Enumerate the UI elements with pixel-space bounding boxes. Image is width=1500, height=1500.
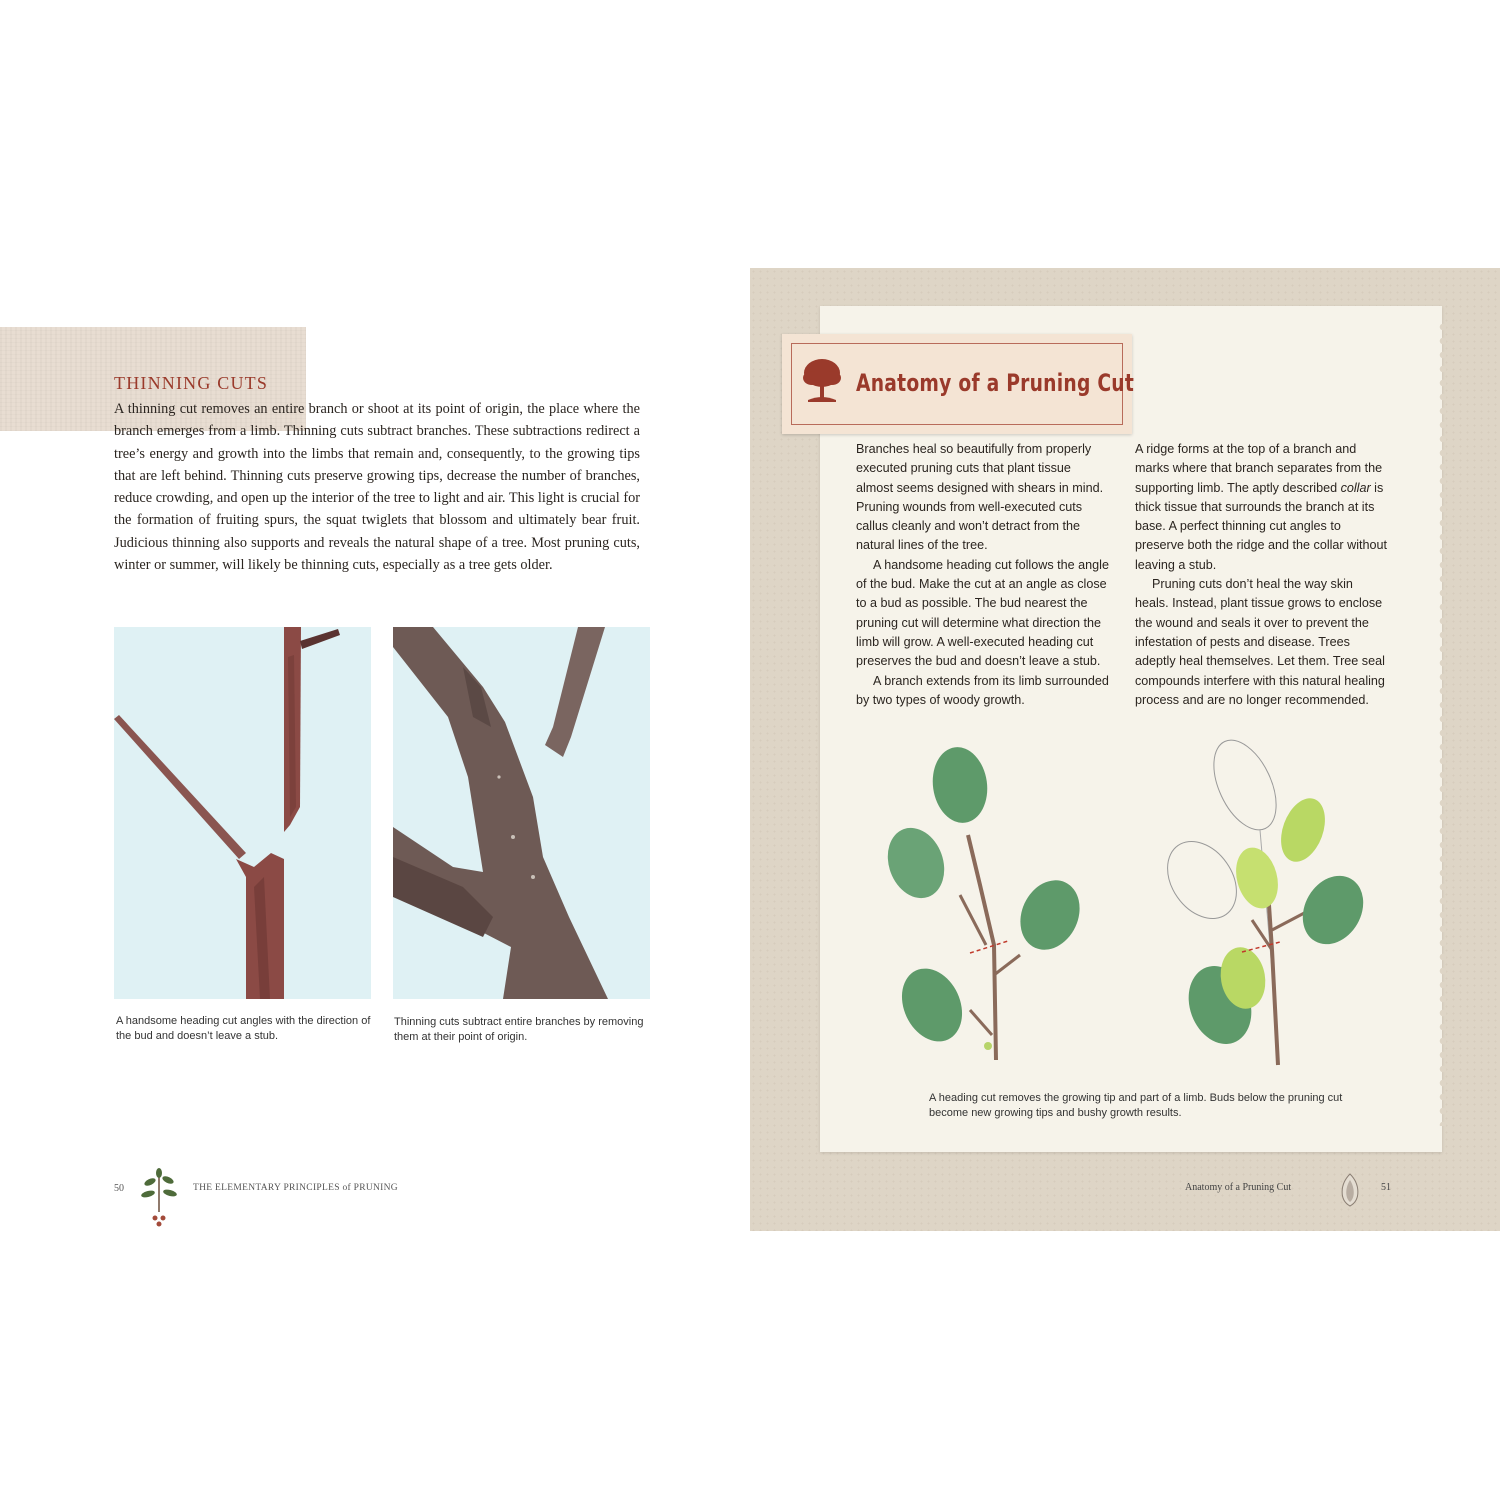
thinning-paragraph: A thinning cut removes an entire branch or shoot at its point of origin, the place where the branch emerges from a limb. Thinning cuts subtract branches. These subtractions redirect a tree’s energy and growth into the limbs that remain and, consequently, to the growing tips that are left behind. Thinning cuts preserve growing tips, decrease the number of branches, reduce crowding, and open up the interior of the tree to light and air. This light is crucial for the formation of fruiting spurs, the squat twiglets that blossom and ultimately bear fruit. Judicious thinning also supports and reveals the natural shape of a tree. Most pruning cuts, winter or summer, will likely be thinning cuts, especially as a tree gets older. (114, 401, 640, 574)
photo-caption-thinning: Thinning cuts subtract entire branches by removing them at their point of origin. (394, 1016, 644, 1043)
col2-paragraph-2: Pruning cuts don’t heal the way skin heals. Instead, plant tissue grows to enclose the wound and seals it over to prevent the infestation of pests and disease. Trees adeptly heal themselves. Let them. Tree seal compounds interfere with this natural healing process and are no longer recommended. (1135, 577, 1385, 707)
heading-cut-illustration-before (870, 735, 1110, 1080)
text-column-2 (1135, 440, 1389, 710)
col1-paragraph-2: A handsome heading cut follows the angle of the bud. Make the cut at an angle as close to a bud as possible. The bud nearest the pruning cut will determine what direction the limb will grow. A well-executed heading cut preserves the bud and doesn’t leave a stub. (856, 557, 1109, 669)
tree-icon (800, 356, 844, 409)
heading-cut-photo (114, 627, 371, 999)
thinning-cut-photo (393, 627, 650, 999)
running-head-left: THE ELEMENTARY PRINCIPLES of PRUNING (193, 1183, 398, 1193)
page-number-left: 50 (114, 1183, 124, 1194)
sapling-icon (138, 1168, 180, 1237)
col2-paragraph-1: A ridge forms at the top of a branch and marks where that branch separates from the supporting limb. The aptly described collar is thick tissue that surrounds the branch at its base. A perfect thinning cut angles to preserve both the ridge and the collar without leaving a stub. (1135, 442, 1388, 572)
perforated-edge (1437, 320, 1449, 1126)
running-head-right: Anatomy of a Pruning Cut (1185, 1182, 1292, 1193)
body-text (114, 398, 640, 576)
illustration-caption: A heading cut removes the growing tip and part of a limb. Buds below the pruning cut become new growing tips and bushy growth results. (929, 1092, 1343, 1119)
heading-cut-illustration-after (1160, 730, 1380, 1085)
photo-caption-heading: A handsome heading cut angles with the direction of the bud and doesn’t leave a stub. (116, 1015, 371, 1042)
section-heading: THINNING CUTS (114, 373, 269, 393)
col1-paragraph-1: Branches heal so beautifully from properly executed pruning cuts that plant tissue almost seems designed with shears in mind. Pruning wounds from well-executed cuts callus cleanly and won’t detract from the natural lines of the tree. (856, 442, 1104, 553)
col1-paragraph-3: A branch extends from its limb surrounded by two types of woody growth. (856, 673, 1109, 707)
seed-icon (1335, 1172, 1365, 1213)
text-column-1 (856, 440, 1110, 710)
section-title: Anatomy of a Pruning Cut (856, 369, 1135, 397)
page-number-right: 51 (1381, 1182, 1391, 1193)
